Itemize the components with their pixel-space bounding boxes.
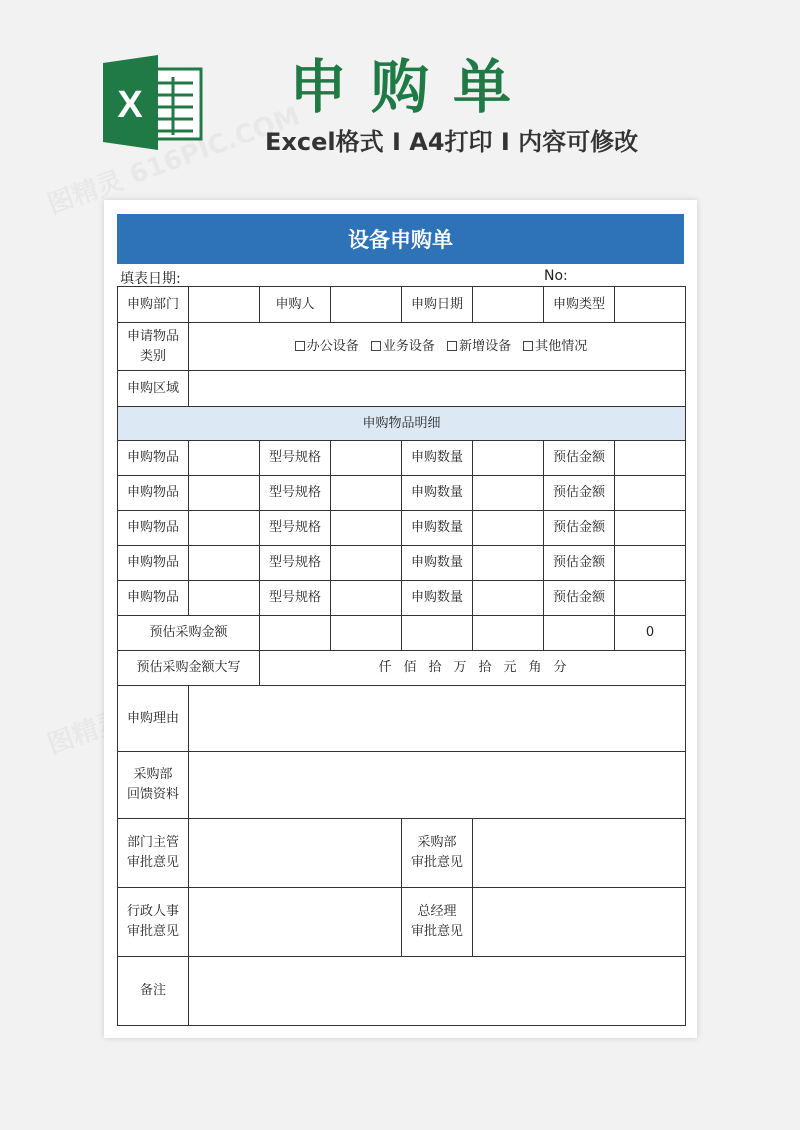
- estimate-cell[interactable]: [331, 616, 402, 651]
- amount-input[interactable]: [615, 511, 686, 546]
- amount-label: 预估金额: [544, 476, 615, 511]
- item-input[interactable]: [189, 546, 260, 581]
- detail-header: 申购物品明细: [118, 407, 686, 441]
- category-label-line: 类别: [139, 348, 166, 364]
- qty-input[interactable]: [473, 511, 544, 546]
- dept-mgr-label-line: 审批意见: [126, 855, 179, 870]
- dept-mgr-input[interactable]: [189, 819, 402, 888]
- table-row: [118, 686, 686, 752]
- item-label: 申购物品: [118, 511, 189, 546]
- qty-label: 申购数量: [402, 441, 473, 476]
- item-input[interactable]: [189, 476, 260, 511]
- unit-char: 拾: [428, 660, 442, 675]
- estimate-cell[interactable]: [260, 616, 331, 651]
- subtitle: Excel格式 I A4打印 I 内容可修改: [265, 128, 639, 156]
- amount-label: 预估金额: [544, 511, 615, 546]
- fill-date-label: 填表日期:: [120, 271, 181, 287]
- amount-label: 预估金额: [544, 441, 615, 476]
- upper-amount[interactable]: [260, 651, 686, 686]
- dept-input[interactable]: [189, 287, 260, 323]
- title-char: 单: [453, 53, 536, 121]
- table-row: [118, 511, 686, 546]
- unit-char: 分: [553, 660, 567, 675]
- table-row: [118, 819, 686, 888]
- admin-label: [118, 888, 189, 957]
- table-row: [118, 581, 686, 616]
- form-meta: [117, 266, 684, 286]
- checkbox[interactable]: [523, 341, 533, 351]
- spec-input[interactable]: [331, 441, 402, 476]
- spec-input[interactable]: [331, 476, 402, 511]
- dept-mgr-label-line: 部门主管: [126, 835, 179, 850]
- amount-input[interactable]: [615, 581, 686, 616]
- item-label: 申购物品: [118, 441, 189, 476]
- admin-label-line: 审批意见: [126, 924, 179, 939]
- qty-input[interactable]: [473, 581, 544, 616]
- spec-label: 型号规格: [260, 511, 331, 546]
- table-row: [118, 888, 686, 957]
- gm-label-line: 审批意见: [410, 924, 463, 939]
- feedback-label-line: 回馈资料: [126, 787, 179, 802]
- estimate-cell[interactable]: [544, 616, 615, 651]
- option-label: 业务设备: [382, 338, 435, 354]
- spec-input[interactable]: [331, 581, 402, 616]
- reason-input[interactable]: [189, 686, 686, 752]
- spec-label: 型号规格: [260, 441, 331, 476]
- estimate-cell[interactable]: [402, 616, 473, 651]
- checkbox[interactable]: [295, 341, 305, 351]
- purchase-approval-label: [402, 819, 473, 888]
- page-title: [0, 55, 800, 119]
- amount-input[interactable]: [615, 546, 686, 581]
- gm-label: [402, 888, 473, 957]
- dept-label: 申购部门: [118, 287, 189, 323]
- admin-input[interactable]: [189, 888, 402, 957]
- title-char: 申: [288, 53, 371, 121]
- qty-label: 申购数量: [402, 546, 473, 581]
- amount-input[interactable]: [615, 476, 686, 511]
- option-label: 办公设备: [306, 338, 359, 354]
- item-input[interactable]: [189, 511, 260, 546]
- form-table: [117, 286, 686, 1026]
- apply-type-label: 申购类型: [544, 287, 615, 323]
- checkbox[interactable]: [447, 341, 457, 351]
- category-options: [189, 323, 686, 371]
- spec-label: 型号规格: [260, 581, 331, 616]
- dept-mgr-label: [118, 819, 189, 888]
- category-label: [118, 323, 189, 371]
- purchase-approval-input[interactable]: [473, 819, 686, 888]
- gm-label-line: 总经理: [417, 904, 457, 919]
- region-label: 申购区域: [118, 371, 189, 407]
- table-row: [118, 616, 686, 651]
- table-row: [118, 287, 686, 323]
- feedback-label-line: 采购部: [133, 767, 173, 782]
- feedback-label: [118, 752, 189, 819]
- spec-label: 型号规格: [260, 546, 331, 581]
- form-sheet: [104, 200, 697, 1038]
- no-label: No:: [544, 268, 568, 284]
- amount-label: 预估金额: [544, 581, 615, 616]
- remark-input[interactable]: [189, 957, 686, 1026]
- apply-type-input[interactable]: [615, 287, 686, 323]
- spec-label: 型号规格: [260, 476, 331, 511]
- checkbox[interactable]: [371, 341, 381, 351]
- applicant-label: 申购人: [260, 287, 331, 323]
- item-label: 申购物品: [118, 581, 189, 616]
- apply-date-label: 申购日期: [402, 287, 473, 323]
- qty-input[interactable]: [473, 441, 544, 476]
- qty-label: 申购数量: [402, 511, 473, 546]
- qty-input[interactable]: [473, 546, 544, 581]
- table-row: [118, 441, 686, 476]
- table-row: [118, 651, 686, 686]
- unit-char: 拾: [478, 660, 492, 675]
- estimate-value: 0: [615, 616, 686, 651]
- applicant-input[interactable]: [331, 287, 402, 323]
- amount-input[interactable]: [615, 441, 686, 476]
- table-row: [118, 371, 686, 407]
- table-row: [118, 546, 686, 581]
- table-row: [118, 407, 686, 441]
- gm-input[interactable]: [473, 888, 686, 957]
- estimate-label: 预估采购金额: [118, 616, 260, 651]
- option-label: 新增设备: [459, 338, 512, 354]
- estimate-cell[interactable]: [473, 616, 544, 651]
- table-row: [118, 957, 686, 1026]
- qty-label: 申购数量: [402, 476, 473, 511]
- option-label: 其他情况: [535, 338, 588, 354]
- purchase-approval-label-line: 审批意见: [410, 855, 463, 870]
- spec-input[interactable]: [331, 511, 402, 546]
- unit-char: 角: [528, 660, 542, 675]
- estimate-upper-label: 预估采购金额大写: [118, 651, 260, 686]
- reason-label: 申购理由: [118, 686, 189, 752]
- qty-input[interactable]: [473, 476, 544, 511]
- amount-label: 预估金额: [544, 546, 615, 581]
- table-row: [118, 476, 686, 511]
- title-char: 购: [370, 53, 453, 121]
- unit-char: 元: [503, 660, 517, 675]
- logo-letter: X: [117, 84, 143, 126]
- unit-char: 佰: [403, 660, 417, 675]
- unit-char: 万: [453, 660, 467, 675]
- item-label: 申购物品: [118, 476, 189, 511]
- purchase-approval-label-line: 采购部: [417, 835, 457, 850]
- table-row: [118, 752, 686, 819]
- feedback-input[interactable]: [189, 752, 686, 819]
- category-label-line: 申请物品: [126, 328, 179, 344]
- qty-label: 申购数量: [402, 581, 473, 616]
- item-input[interactable]: [189, 441, 260, 476]
- form-banner: 设备申购单: [117, 214, 684, 264]
- item-input[interactable]: [189, 581, 260, 616]
- region-input[interactable]: [189, 371, 686, 407]
- remark-label: 备注: [118, 957, 189, 1026]
- header: [0, 0, 800, 200]
- table-row: [118, 323, 686, 371]
- apply-date-input[interactable]: [473, 287, 544, 323]
- item-label: 申购物品: [118, 546, 189, 581]
- spec-input[interactable]: [331, 546, 402, 581]
- unit-char: 仟: [378, 660, 392, 675]
- admin-label-line: 行政人事: [126, 904, 179, 919]
